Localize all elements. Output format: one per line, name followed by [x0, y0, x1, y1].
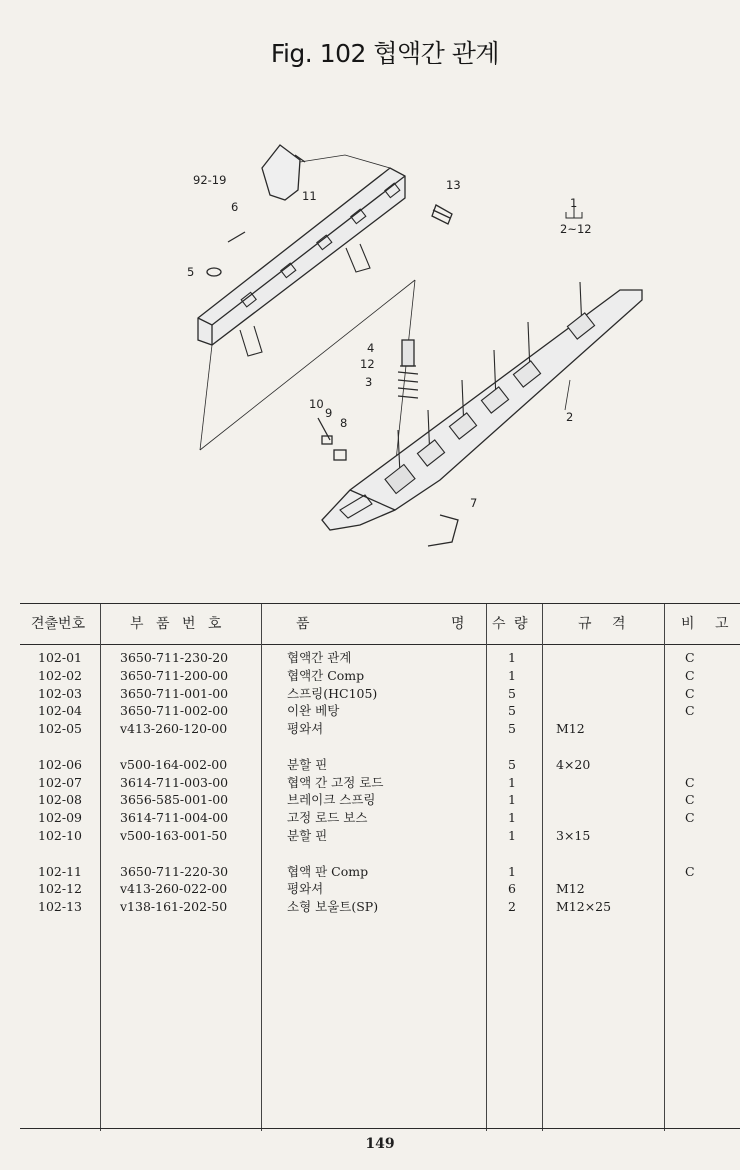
callout-9: 9 [325, 406, 333, 420]
column-divider [100, 604, 101, 1131]
callout-2-12: 2~12 [560, 222, 592, 236]
callout-3: 3 [365, 375, 373, 389]
callout-10: 10 [309, 397, 324, 411]
column-ref-no: 102-01 102-02 102-03 102-04 102-05 102-06 102-07 102-08 102-09 102-10 102-11 102-12 102-13 [38, 650, 82, 915]
header-remarks: 비 고 [681, 616, 737, 632]
column-divider [261, 604, 262, 1131]
header-qty: 수 량 [492, 616, 530, 632]
callout-7: 7 [470, 496, 478, 510]
callout-13: 13 [446, 178, 461, 192]
header-spec: 규 격 [578, 616, 634, 632]
column-divider [542, 604, 543, 1131]
column-remarks: C C C C C C C C [685, 650, 695, 879]
header-part-no: 부 품 번 호 [130, 616, 226, 632]
callout-5: 5 [187, 265, 195, 279]
header-divider [20, 644, 740, 645]
callout-92-19: 92-19 [193, 173, 227, 187]
header-name-right: 명 [451, 616, 465, 632]
callout-8: 8 [340, 416, 348, 430]
page-number: 149 [365, 1136, 395, 1152]
callout-6: 6 [231, 200, 239, 214]
header-ref-no: 견출번호 [31, 616, 86, 632]
column-qty: 1 1 5 5 5 5 1 1 1 1 1 6 2 [508, 650, 516, 915]
callout-4: 4 [367, 341, 375, 355]
parts-table [20, 603, 740, 1131]
callout-1: 1 [570, 196, 578, 210]
column-part-no: 3650-711-230-20 3650-711-200-00 3650-711-001-00 3650-711-002-00 v413-260-120-00 v500-164-002-00 3614-711-003-00 3656-585-001-00 3614-711-004-00 v500-163-001-50 3650-711-220-30 v413-260-022-00 v138-161-202-50 [120, 650, 229, 915]
footer-rule [20, 1128, 740, 1129]
column-divider [664, 604, 665, 1131]
figure-title: Fig. 102 협액간 관계 [270, 39, 500, 68]
column-spec: M12 4×20 3×15 M12 M12×25 [556, 721, 612, 915]
column-name: 협액간 관계 협액간 Comp 스프링(HC105) 이완 베탕 평와셔 분할 핀 협액 간 고정 로드 브레이크 스프링 고정 로드 보스 분할 핀 협액 판 Comp 평와셔 소형 보울트(SP) [287, 650, 384, 915]
header-name-left: 품 [296, 616, 310, 632]
callout-11: 11 [302, 189, 317, 203]
callout-2: 2 [566, 410, 574, 424]
column-divider [486, 604, 487, 1131]
callout-12: 12 [360, 357, 375, 371]
